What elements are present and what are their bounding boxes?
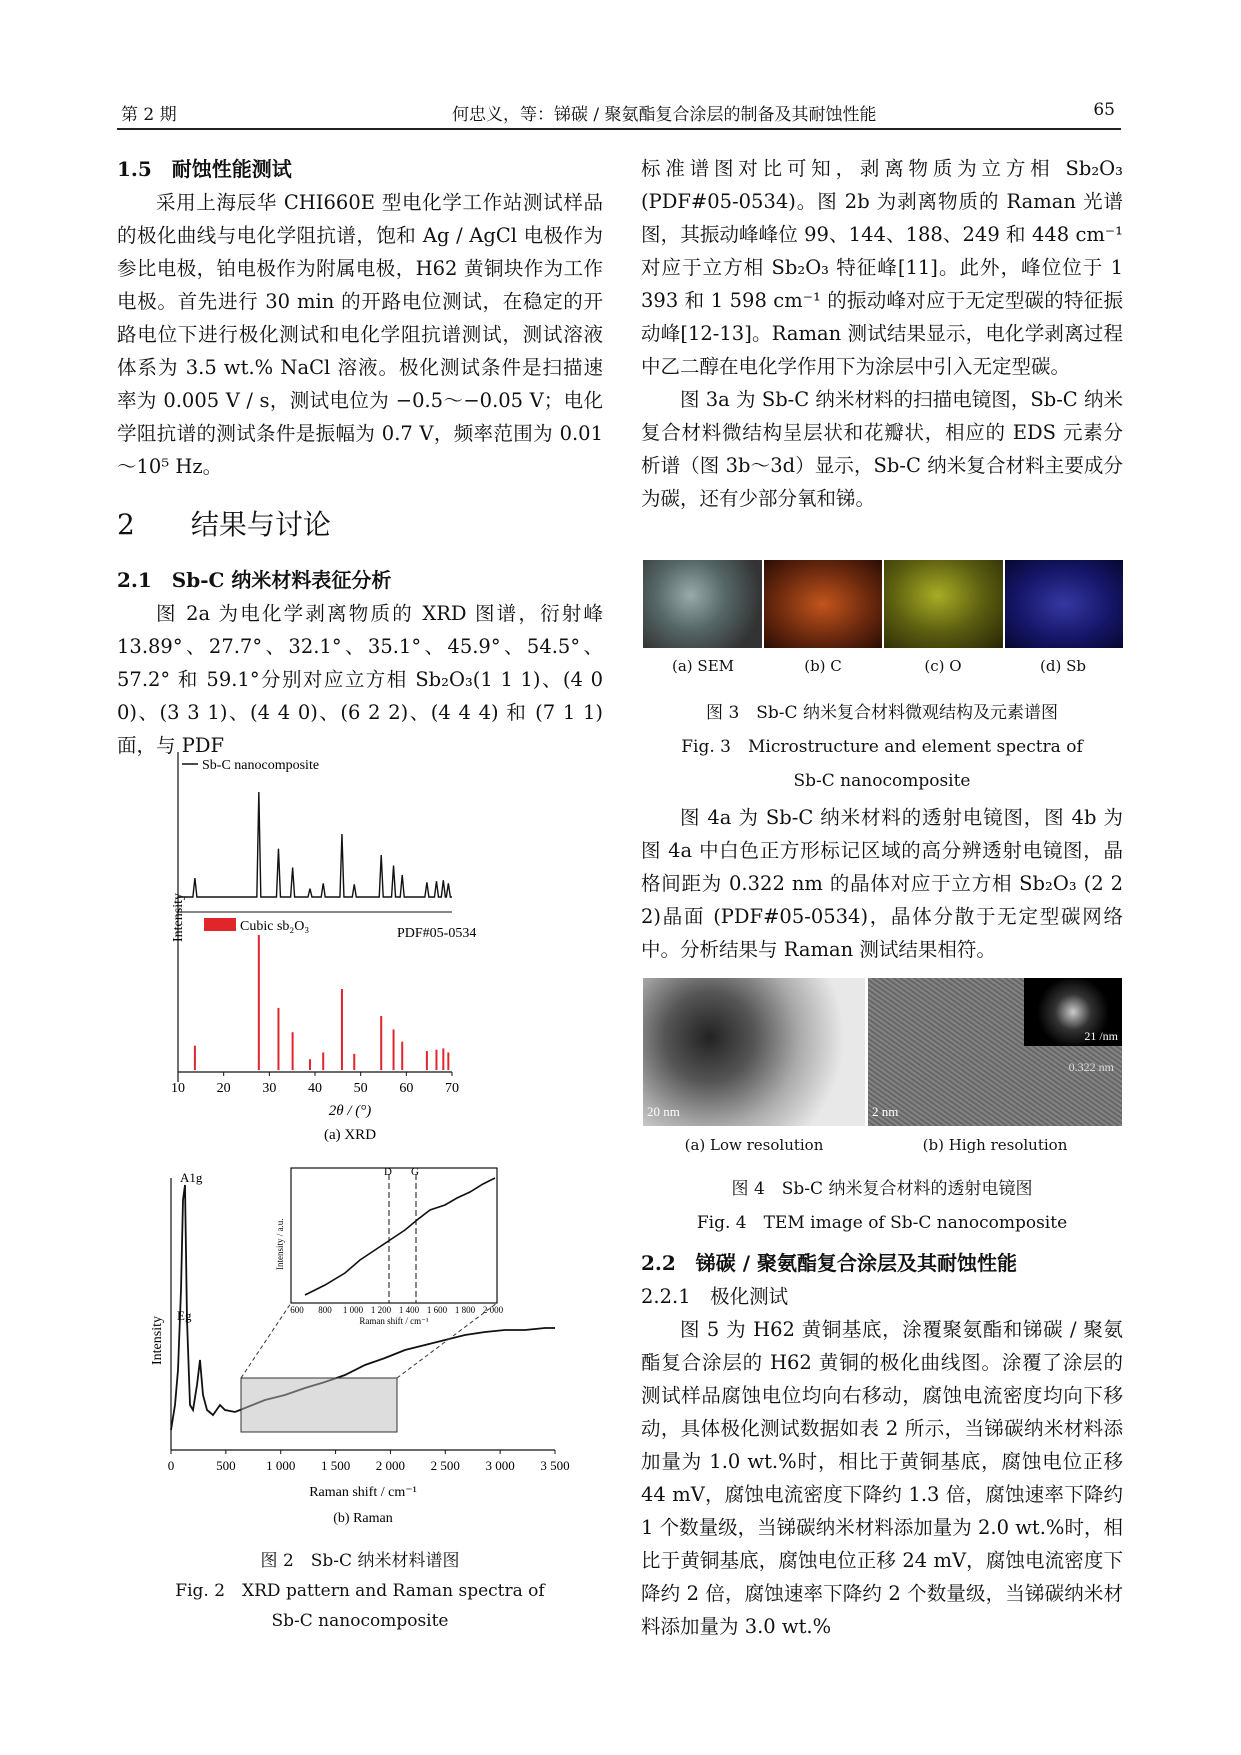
running-title: 何忠义，等：锑碳 / 聚氨酯复合涂层的制备及其耐蚀性能	[452, 105, 877, 125]
section-1-5-title: 1.5 耐蚀性能测试	[117, 157, 292, 181]
raman-xlabel: Raman shift / cm⁻¹	[309, 1485, 417, 1500]
peak-d-label: D	[384, 1166, 392, 1178]
lattice-spacing-label: 0.322 nm	[1068, 1060, 1114, 1074]
inset-tick-label: 1 200	[370, 1305, 392, 1315]
ref-legend-label: Cubic sb₂O₃	[240, 919, 310, 934]
section-1-5-paragraph: 采用上海辰华 CHI660E 型电化学工作站测试样品的极化曲线与电化学阻抗谱，饱和 Ag / AgCl 电极作为参比电极，铂电极作为附属电极，H62 黄铜块作为工作电极。首先进行 30 min 的开路电位测试，在稳定的开路电位下进行极化测试和电化学阻抗谱测试，测试溶液体系为 3.5 wt.% NaCl 溶液。极化测试条件是扫描速率为 0.005 V / s，测试电位为 −0.5～−0.05 V；电化学阻抗谱的测试条件是振幅为 0.7 V，频率范围为 0.01～10⁵ Hz。	[117, 191, 603, 478]
xrd-tick-label: 30	[262, 1081, 277, 1096]
inset-xlabel: Raman shift / cm⁻¹	[359, 1316, 429, 1326]
left-column-top	[117, 152, 603, 762]
fig2-caption	[117, 1546, 603, 1636]
section-2-title: 2 结果与讨论	[117, 508, 331, 541]
raman-tick-label: 2 500	[430, 1458, 460, 1473]
raman-tick-label: 3 500	[540, 1458, 570, 1473]
fig3-label-d: (d) Sb	[1040, 657, 1086, 675]
fig3-label-a: (a) SEM	[672, 657, 734, 675]
xrd-tick-label: 10	[171, 1081, 185, 1096]
fig2-caption-en-2: Sb-C nanocomposite	[271, 1611, 449, 1631]
right-column-mid	[641, 801, 1123, 966]
c-map-image	[764, 560, 883, 648]
sem-image	[643, 560, 762, 648]
inset-tick-label: 600	[290, 1305, 304, 1315]
section-2-2-1-title: 2.2.1 极化测试	[641, 1285, 789, 1308]
raman-chart	[145, 1160, 575, 1540]
raman-inset	[291, 1168, 497, 1303]
fig4-caption-cn: 图 4 Sb-C 纳米复合材料的透射电镜图	[731, 1179, 1033, 1199]
fig3-caption-cn: 图 3 Sb-C 纳米复合材料微观结构及元素谱图	[706, 703, 1058, 723]
raman-tick-label: 1 000	[266, 1458, 296, 1473]
xrd-pattern-line	[178, 792, 452, 897]
xrd-tick-label: 40	[308, 1081, 322, 1096]
fig4-label-a: (a) Low resolution	[684, 1136, 824, 1154]
saed-inset	[1024, 978, 1122, 1046]
fig3-caption-en-2: Sb-C nanocomposite	[793, 771, 971, 791]
sb-map-image	[1005, 560, 1124, 648]
raman-tick-label: 500	[216, 1458, 236, 1473]
raman-ylabel: Intensity	[150, 1316, 165, 1365]
pdf-label: PDF#05-0534	[397, 926, 477, 941]
raman-tick-label: 1 500	[320, 1458, 351, 1473]
fig3-label-c: (c) O	[924, 657, 962, 675]
peak-g-label: G	[411, 1166, 419, 1178]
fig4-label-b: (b) High resolution	[922, 1136, 1068, 1154]
fig3-label-b: (b) C	[804, 657, 842, 675]
xrd-chart	[160, 752, 520, 1142]
peak-eg-label: Eg	[177, 1308, 192, 1323]
inset-tick-label: 1 000	[342, 1305, 364, 1315]
section-2-2-title: 2.2 锑碳 / 聚氨酯复合涂层及其耐蚀性能	[641, 1251, 1018, 1275]
inset-connector-left	[241, 1303, 291, 1378]
fig3-caption	[641, 696, 1123, 798]
ref-legend-swatch	[204, 918, 236, 931]
right-paragraph-3: 图 4a 为 Sb-C 纳米材料的透射电镜图，图 4b 为图 4a 中白色正方形标记区域的高分辨透射电镜图，晶格间距为 0.322 nm 的晶体对应于立方相 Sb₂O₃ (2 2 2)晶面 (PDF#05-0534)，晶体分散于无定型碳网络中。分析结果与 Raman 测试结果相符。	[641, 806, 1123, 961]
xrd-legend-label: Sb-C nanocomposite	[202, 758, 320, 773]
fig4-caption	[641, 1172, 1123, 1240]
section-2-1-paragraph: 图 2a 为电化学剥离物质的 XRD 图谱，衍射峰 13.89°、27.7°、32.1°、35.1°、45.9°、54.5°、57.2° 和 59.1°分别对应立方相 Sb₂O₃(1 1 1)、(4 0 0)、(3 3 1)、(4 4 0)、(6 2 2)、(4 4 4) 和 (7 1 1) 面，与 PDF	[117, 602, 603, 757]
xrd-tick-label: 60	[399, 1081, 414, 1096]
xrd-tick-label: 20	[216, 1081, 231, 1096]
raman-tick-label: 0	[167, 1458, 175, 1473]
xrd-tick-label: 50	[353, 1081, 368, 1096]
inset-tick-label: 2 000	[482, 1305, 504, 1315]
running-header	[117, 98, 1121, 130]
raman-tick-label: 3 000	[485, 1458, 515, 1473]
xrd-sublabel: (a) XRD	[323, 1127, 377, 1142]
xrd-tick-label: 70	[445, 1081, 459, 1096]
inset-tick-label: 800	[318, 1305, 332, 1315]
right-column-bottom	[641, 1246, 1123, 1643]
right-paragraph-2: 图 3a 为 Sb-C 纳米材料的扫描电镜图，Sb-C 纳米复合材料微结构呈层状和花瓣状，相应的 EDS 元素分析谱（图 3b～3d）显示，Sb-C 纳米复合材料主要成分为碳，还有少部分氧和锑。	[641, 388, 1123, 510]
fig2-caption-en-1: Fig. 2 XRD pattern and Raman spectra of	[175, 1581, 545, 1601]
xrd-xlabel: 2θ / (°)	[328, 1103, 372, 1119]
page-number: 65	[1093, 100, 1115, 120]
section-2-1-title: 2.1 Sb-C 纳米材料表征分析	[117, 568, 392, 592]
inset-tick-label: 1 600	[426, 1305, 448, 1315]
raman-sublabel: (b) Raman	[333, 1511, 393, 1526]
tem-b-scale: 2 nm	[872, 1104, 899, 1119]
inset-ylabel: Intensity / a.u.	[275, 1218, 285, 1270]
right-paragraph-1: 标准谱图对比可知，剥离物质为立方相 Sb₂O₃ (PDF#05-0534)。图 2b 为剥离物质的 Raman 光谱图，其振动峰峰位 99、144、188、249 和 448 cm⁻¹ 对应于立方相 Sb₂O₃ 特征峰[11]。此外，峰位位于 1 393 和 1 598 cm⁻¹ 的振动峰对应于无定型碳的特征振动峰[12-13]。Raman 测试结果显示，电化学剥离过程中乙二醇在电化学作用下为涂层中引入无定型碳。	[641, 157, 1123, 378]
fig4-caption-en: Fig. 4 TEM image of Sb-C nanocomposite	[696, 1213, 1068, 1233]
inset-tick-label: 1 800	[454, 1305, 476, 1315]
saed-scale: 21 /nm	[1084, 1029, 1118, 1043]
raman-tick-label: 2 000	[375, 1458, 406, 1473]
xrd-ylabel: Intensity	[171, 893, 186, 942]
tem-low-res-image	[643, 978, 865, 1126]
fig3-image-strip	[643, 560, 1123, 648]
fig2-caption-cn: 图 2 Sb-C 纳米材料谱图	[260, 1551, 460, 1571]
inset-tick-label: 1 400	[398, 1305, 420, 1315]
fig3-caption-en-1: Fig. 3 Microstructure and element spectra of	[681, 737, 1083, 757]
inset-region-box	[241, 1378, 397, 1432]
tem-a-scale: 20 nm	[647, 1104, 680, 1119]
peak-a1g-label: A1g	[180, 1170, 203, 1185]
right-paragraph-4: 图 5 为 H62 黄铜基底，涂覆聚氨酯和锑碳 / 聚氨酯复合涂层的 H62 黄铜的极化曲线图。涂覆了涂层的测试样品腐蚀电位均向右移动，腐蚀电流密度均向下移动，具体极化测试数据如表 2 所示，当锑碳纳米材料添加量为 1.0 wt.%时，相比于黄铜基底，腐蚀电位正移 44 mV，腐蚀电流密度下降约 1.3 倍，腐蚀速率下降约 1 个数量级，当锑碳纳米材料添加量为 2.0 wt.%时，相比于黄铜基底，腐蚀电位正移 24 mV，腐蚀电流密度下降约 2 倍，腐蚀速率下降约 2 个数量级，当锑碳纳米材料添加量为 3.0 wt.%	[641, 1318, 1123, 1638]
xrd-axes	[178, 752, 452, 1082]
o-map-image	[884, 560, 1003, 648]
right-column-top	[641, 152, 1123, 515]
issue-number: 第 2 期	[121, 105, 177, 125]
tem-high-res-image	[868, 978, 1122, 1126]
